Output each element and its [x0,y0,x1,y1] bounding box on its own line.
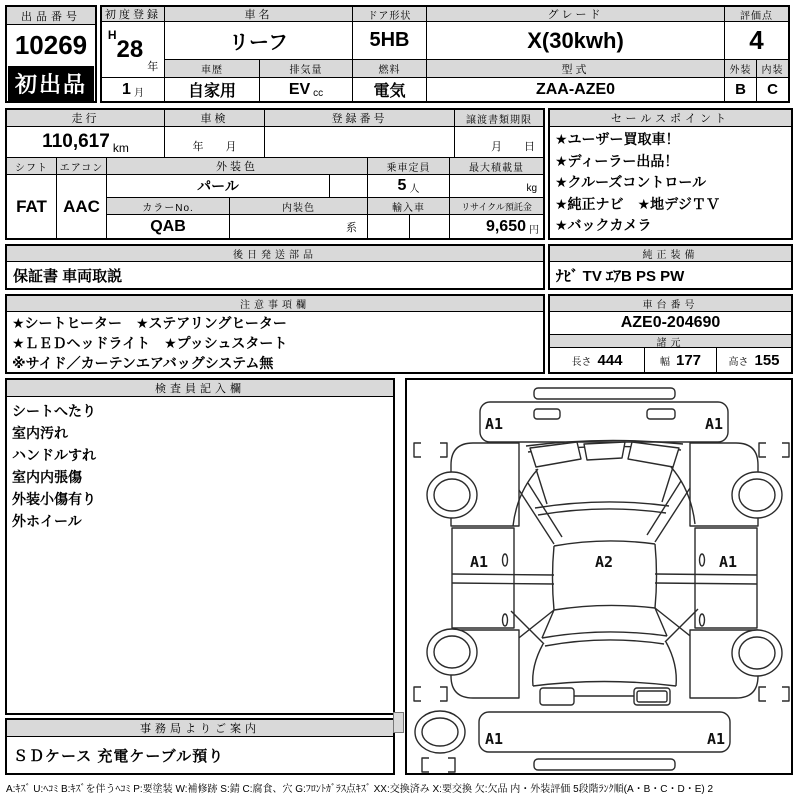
office-notice-value: ＳＤケース 充電ケーブル預り [13,748,225,765]
capacity-header: 乗車定員 [368,158,450,175]
grade-value: X(30kwh) [427,22,725,60]
vehicle-header-table [100,5,790,103]
wheel-front-right [732,472,782,518]
inspector-notes-header: 検査員記入欄 [7,380,393,397]
sales-point-line: ★純正ナビ ★地デジＴＶ [555,195,720,212]
rear-bumper [479,712,730,770]
int-color-value: 系 [230,215,368,238]
grade-header: グレード [427,7,725,22]
rear-hatch [511,608,698,686]
door-panels [452,528,757,628]
office-notice-box [5,718,395,775]
height-value: 155 [754,351,780,369]
chassis-box [548,294,793,374]
door-shape-header: ドア形状 [353,7,427,22]
inspector-line: シートへたり [12,403,96,419]
length-label: 長さ [571,356,592,368]
license-plates [540,688,670,705]
damage-diagram-box [405,378,793,775]
equipment-header: 純正装備 [550,246,791,262]
score-value: 4 [725,22,788,60]
int-color-header: 内装色 [230,198,368,215]
era-year: 28 [116,35,144,63]
spec-height-cell [717,348,791,372]
first-reg-year-cell [102,22,165,78]
capacity-number: 5 [397,177,407,194]
damage-mark-door-right: A1 [719,553,738,571]
exterior-grade-value: B [725,78,757,101]
damage-mark-front-left: A1 [485,415,504,433]
auction-number-header: 出品番号 [7,7,95,25]
sales-point-line: ★ディーラー出品！ [555,152,679,169]
damage-mark-roof: A2 [595,553,614,571]
history-value: 自家用 [165,78,260,101]
sales-point-line: ★ユーザー買取車！ [555,131,680,147]
reg-no-header: 登録番号 [265,110,455,127]
first-reg-month-cell [102,78,165,101]
displacement-text: EV [288,80,311,98]
model-header: 型式 [427,60,725,78]
spec-length-cell [550,348,645,372]
wheel-front-left [427,472,477,518]
mileage-value [7,127,165,158]
reg-month: 1 [122,80,131,98]
front-bumper [480,388,728,442]
transfer-deadline-header: 譲渡書類期限 [455,110,543,127]
first-listing-badge: 初出品 [8,66,94,101]
car-name-value: リーフ [165,22,353,60]
displacement-unit: cc [313,88,324,99]
later-parts-header: 後日発送部品 [7,246,543,262]
import-cell-1 [368,215,410,238]
ext-color-header: 外装色 [107,158,368,175]
year-unit: 年 [147,61,159,73]
later-parts-box [5,244,545,290]
sales-point-line: ★バックカメラ [555,217,652,233]
recycle-amount: 9,650 [485,217,526,235]
import-header: 輸入車 [368,198,450,215]
ext-color-code-cell [330,175,368,198]
inspector-line: 外ホイール [12,513,82,529]
width-value: 177 [675,351,702,369]
first-reg-header: 初度登録 [102,7,165,22]
damage-mark-front-right: A1 [705,415,724,433]
history-header: 車歴 [165,60,260,78]
headlights [530,442,679,467]
door-shape-value: 5HB [353,22,427,60]
transfer-deadline-value: 月 日 [455,127,543,158]
color-no-header: カラーNo. [107,198,230,215]
recycle-value [450,215,543,238]
model-value: ZAA-AZE0 [427,78,725,101]
legend-text: A:ｷｽﾞ U:ﾍｺﾐ B:ｷｽﾞを伴うﾍｺﾐ P:要塗装 W:補修跡 S:錆 C:腐食、穴 G:ﾌﾛﾝﾄｶﾞﾗｽ点ｷｽﾞ XX:交換済み X:要交換 欠:欠品 内・外装評価 5段階ﾗﾝｸ順(A・B・C・D・E) 2 [6,784,714,795]
note-line: ★シートヒーター ★ステアリングヒーター [12,315,287,331]
recycle-header: リサイクル預託金 [450,198,543,215]
ext-color-value: パール [107,175,330,198]
fuel-value: 電気 [353,78,427,101]
exterior-grade-header: 外装 [725,60,757,78]
spec-width-cell [645,348,717,372]
inspection-header: 車検 [165,110,265,127]
equipment-value: ﾅﾋﾞ TV ｴｱB PS PW [556,268,685,285]
gray-chip [393,712,404,733]
displacement-header: 排気量 [260,60,353,78]
inspector-line: 室内内張傷 [12,469,82,485]
mileage-header: 走行 [7,110,165,127]
sales-points-box [548,108,793,240]
color-no-value: QAB [107,215,230,238]
shift-value: FAT [7,175,57,238]
height-label: 高さ [728,356,749,368]
note-line: ※サイド／カーテンエアバッグシステム無 [12,355,274,371]
car-name-header: 車名 [165,7,353,22]
recycle-unit: 円 [529,225,539,236]
inspector-notes-box [5,378,395,715]
chassis-number-value: AZE0-204690 [620,314,721,331]
roof-panel [553,541,657,610]
inspector-line: 外装小傷有り [12,491,96,507]
mileage-number: 110,617 [42,131,110,152]
notes-box [5,294,545,374]
auction-number-box [5,5,97,103]
era-letter: H [107,28,117,42]
displacement-value [260,78,353,101]
capacity-unit: 人 [409,184,420,195]
damage-mark-rear-right: A1 [707,730,726,748]
fuel-header: 燃料 [353,60,427,78]
spec-header: 諸元 [550,334,791,348]
import-cell-2 [410,215,450,238]
car-diagram [407,380,791,773]
note-line: ★ＬＥＤヘッドライト ★プッシュスタート [12,335,288,351]
interior-grade-value: C [757,78,788,101]
payload-value: kg [450,175,543,198]
inspector-line: 室内汚れ [12,425,68,441]
office-notice-header: 事務局よりご案内 [7,720,393,737]
auction-number-value: 10269 [14,30,88,60]
reg-month-unit: 月 [133,88,144,99]
chassis-header: 車台番号 [550,296,791,312]
wheel-rear-left [427,629,477,675]
equipment-box [548,244,793,290]
payload-header: 最大積載量 [450,158,543,175]
spec-row [550,348,791,372]
later-parts-value: 保証書 車両取説 [13,268,123,285]
length-value: 444 [597,351,623,369]
interior-grade-header: 内装 [757,60,788,78]
wheel-rear-right [732,630,782,676]
inspector-line: ハンドルすれ [12,447,96,463]
mileage-unit: km [112,141,129,155]
inspection-value: 年 月 [165,127,265,158]
width-label: 幅 [659,356,670,368]
vehicle-detail-table [5,108,545,240]
sales-point-line: ★クルーズコントロール [555,174,707,190]
damage-mark-door-left: A1 [470,553,489,571]
reg-no-value [265,127,455,158]
damage-mark-rear-left: A1 [485,730,504,748]
score-header: 評価点 [725,7,788,22]
aircon-header: エアコン [57,158,107,175]
capacity-value [368,175,450,198]
spare-wheel [415,711,465,753]
shift-header: シフト [7,158,57,175]
notes-header: 注意事項欄 [7,296,543,312]
aircon-value: AAC [57,175,107,238]
sales-points-header: セールスポイント [550,110,791,127]
